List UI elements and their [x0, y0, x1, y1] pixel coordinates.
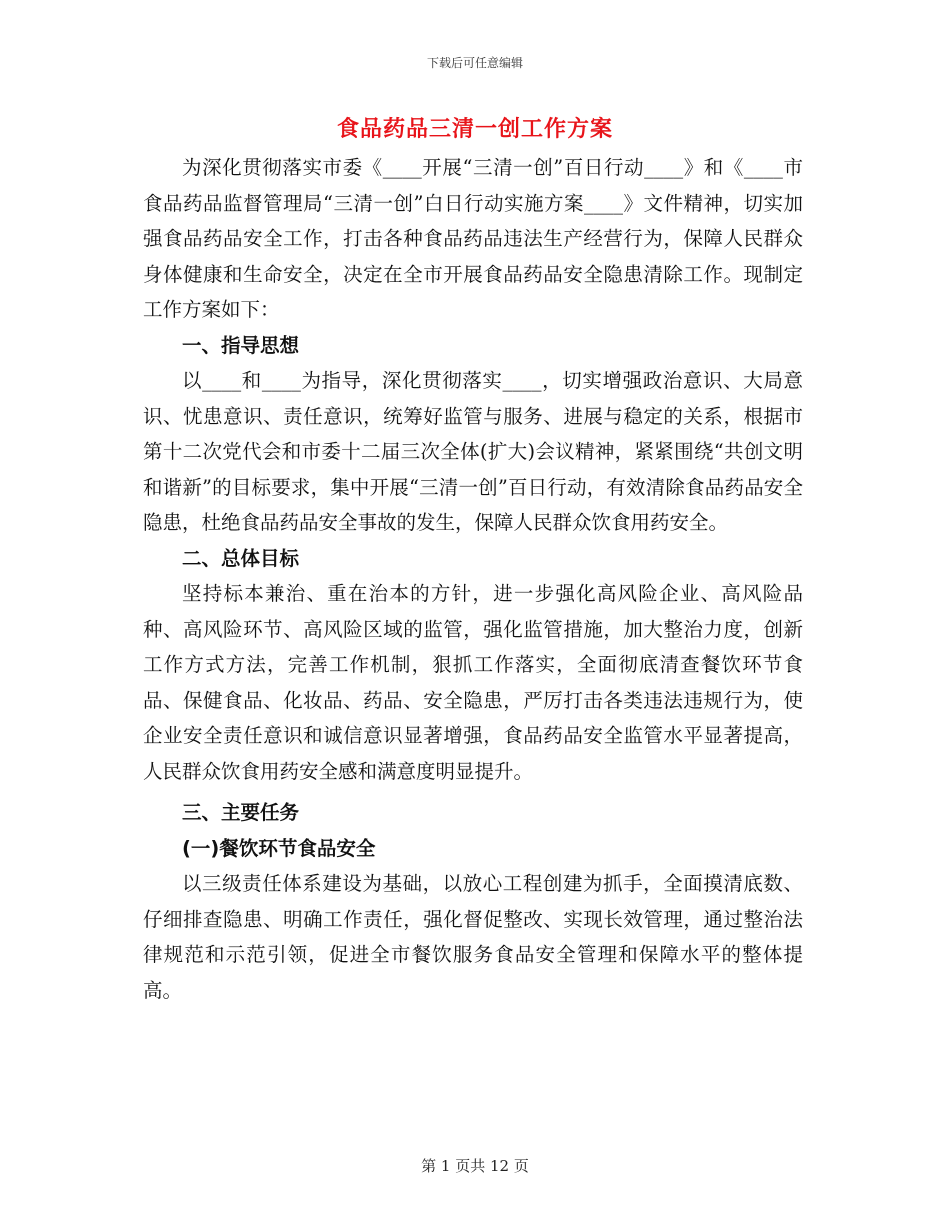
section-body-overall-goal: 坚持标本兼治、重在治本的方针，进一步强化高风险企业、高风险品种、高风险环节、高风险区域的监管，强化监管措施，加大整治力度，创新工作方式方法，完善工作机制，狠抓工作落实，全面彻底清查餐饮环节食品、保健食品、化妆品、药品、安全隐患，严厉打击各类违法违规行为，使企业安全责任意识和诚信意识显著增强，食品药品安全监管水平显著提高，人民群众饮食用药安全感和满意度明显提升。 [143, 582, 803, 783]
document-title: 食品药品三清一创工作方案 [336, 116, 613, 142]
section-heading-overall-goal: 二、总体目标 [182, 546, 300, 570]
subsection-body-catering-food-safety: 以三级责任体系建设为基础，以放心工程创建为抓手，全面摸清底数、仔细排查隐患、明确工作责任，强化督促整改、实现长效管理，通过整治法律规范和示范引领，促进全市餐饮服务食品安全管理和保障水平的整体提高。 [143, 872, 803, 1002]
document-body [143, 150, 803, 1008]
section-heading-main-tasks: 三、主要任务 [182, 801, 300, 824]
subsection-heading-catering-food-safety: (一)餐饮环节食品安全 [182, 836, 376, 860]
page-number: 第 1 页共 12 页 [421, 1157, 529, 1175]
section-heading-guiding-ideology: 一、指导思想 [182, 333, 300, 357]
section-body-guiding-ideology: 以____和____为指导，深化贯彻落实____，切实增强政治意识、大局意识、忧患意识、责任意识，统筹好监管与服务、进展与稳定的关系，根据市第十二次党代会和市委十二届三次全体(扩大)会议精神，紧紧围绕“共创文明和谐新”的目标要求，集中开展“三清一创”百日行动，有效清除食品药品安全隐患，杜绝食品药品安全事故的发生，保障人民群众饮食用药安全。 [143, 369, 803, 534]
intro-paragraph: 为深化贯彻落实市委《____开展“三清一创”百日行动____》和《____市食品药品监督管理局“三清一创”白日行动实施方案____》文件精神，切实加强食品药品安全工作，打击各种食品药品违法生产经营行为，保障人民群众身体健康和生命安全，决定在全市开展食品药品安全隐患清除工作。现制定工作方案如下： [143, 156, 803, 321]
header-note: 下载后可任意编辑 [426, 56, 523, 70]
